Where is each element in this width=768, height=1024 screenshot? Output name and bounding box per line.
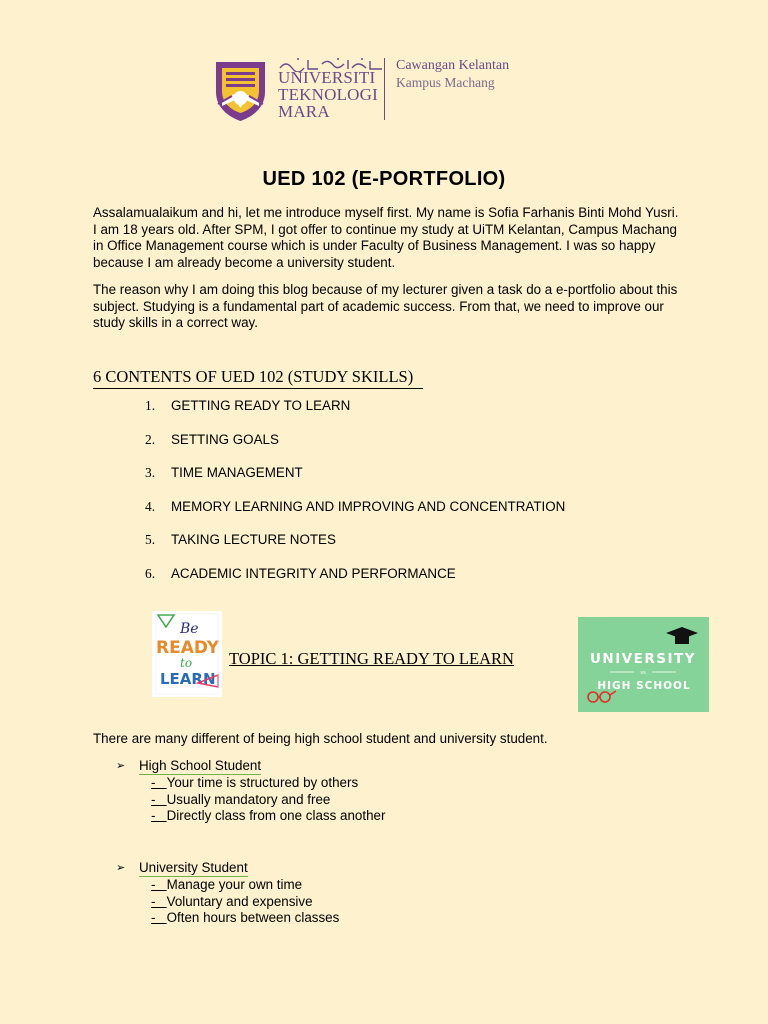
uitm-crest-icon: [212, 58, 269, 122]
dash-bullet: -: [151, 775, 167, 790]
campus-line-2: Kampus Machang: [396, 75, 495, 90]
list-item-text: SETTING GOALS: [171, 431, 279, 447]
dash-bullet: -: [151, 877, 167, 892]
list-item-text: Your time is structured by others: [166, 775, 359, 790]
list-item-text: Voluntary and expensive: [166, 893, 313, 909]
arrow-bullet-icon: ➢: [116, 760, 126, 772]
university-name: [278, 69, 393, 120]
logo-divider: [384, 58, 385, 120]
contents-list: [145, 398, 665, 599]
image-text-university: UNIVERSITY: [589, 651, 697, 667]
high-school-group: [116, 758, 516, 825]
group-list: [151, 775, 516, 825]
dash-bullet: -: [151, 808, 167, 824]
image-text-high-school: HIGH SCHOOL: [597, 680, 691, 692]
list-item: [145, 398, 665, 432]
dash-bullet: -: [151, 893, 167, 909]
list-item-text: GETTING READY TO LEARN: [171, 398, 351, 413]
reason-paragraph: The reason why I am doing this blog because of my lecturer given a task do a e-portfolio about this subject. Studying is a fundamental part of academic success. From that, we need to improve our study skills in a correct way.: [93, 282, 678, 330]
arrow-bullet-icon: ➢: [116, 862, 126, 874]
list-item: [145, 532, 665, 566]
university-group: [116, 860, 516, 927]
group-title: University Student: [139, 860, 248, 875]
list-item-number: 3.: [145, 465, 156, 480]
intro-paragraph: Assalamualaikum and hi, let me introduce myself first. My name is Sofia Farhanis Binti Mohd Yusri. I am 18 years old. After SPM, I got offer to continue my study at UiTM Kelantan, Campus Machang in Office Management course which is under Faculty of Business Management. I was so happy because I am already become a university student.: [93, 205, 679, 270]
list-item: [151, 894, 516, 911]
group-heading: [116, 860, 516, 877]
list-item: [145, 432, 665, 466]
list-item: [145, 465, 665, 499]
campus-line-1: Cawangan Kelantan: [396, 58, 510, 73]
list-item: [151, 910, 516, 927]
list-item-text: MEMORY LEARNING AND IMPROVING AND CONCENTRATION: [171, 498, 566, 514]
university-name-line-3: MARA: [278, 102, 330, 121]
list-item-text: TAKING LECTURE NOTES: [171, 532, 336, 547]
list-item-text: Manage your own time: [166, 877, 303, 892]
university-name-line-1: UNIVERSITI: [278, 68, 376, 87]
list-item-number: 2.: [145, 431, 156, 447]
contents-heading: 6 CONTENTS OF UED 102 (STUDY SKILLS): [93, 367, 423, 389]
image-text-to: to: [180, 656, 193, 670]
dash-bullet: -: [151, 910, 167, 926]
list-item-number: 6.: [145, 565, 156, 581]
list-item-text: ACADEMIC INTEGRITY AND PERFORMANCE: [171, 565, 456, 581]
university-vs-high-school-image: [578, 617, 709, 712]
image-text-learn: LEARN: [160, 670, 216, 688]
list-item-text: TIME MANAGEMENT: [171, 465, 303, 480]
list-item-number: 1.: [145, 398, 156, 413]
topic-heading: TOPIC 1: GETTING READY TO LEARN: [229, 649, 514, 668]
image-text-vs: vs: [640, 670, 646, 676]
list-item-text: Often hours between classes: [166, 910, 340, 926]
list-item: [151, 808, 516, 825]
list-item: [151, 775, 516, 792]
be-ready-to-learn-image: [152, 611, 222, 697]
list-item: [145, 566, 665, 600]
university-name-line-2: TEKNOLOGI: [278, 85, 378, 104]
campus-name: [396, 57, 509, 91]
document-title: UED 102 (E-PORTFOLIO): [262, 168, 506, 190]
list-item: [151, 792, 516, 809]
list-item-text: Directly class from one class another: [166, 808, 386, 824]
comparison-intro: There are many different of being high school student and university student.: [93, 731, 548, 746]
dash-bullet: -: [151, 791, 167, 807]
group-list: [151, 877, 516, 927]
list-item-text: Usually mandatory and free: [166, 791, 331, 807]
group-title: High School Student: [139, 758, 262, 773]
image-text-ready: READY: [156, 638, 220, 658]
image-text-be: Be: [180, 621, 199, 637]
list-item: [151, 877, 516, 894]
university-logo: [212, 52, 542, 124]
list-item-number: 4.: [145, 498, 156, 514]
list-item: [145, 499, 665, 533]
group-heading: [116, 758, 516, 775]
list-item-number: 5.: [145, 532, 156, 547]
